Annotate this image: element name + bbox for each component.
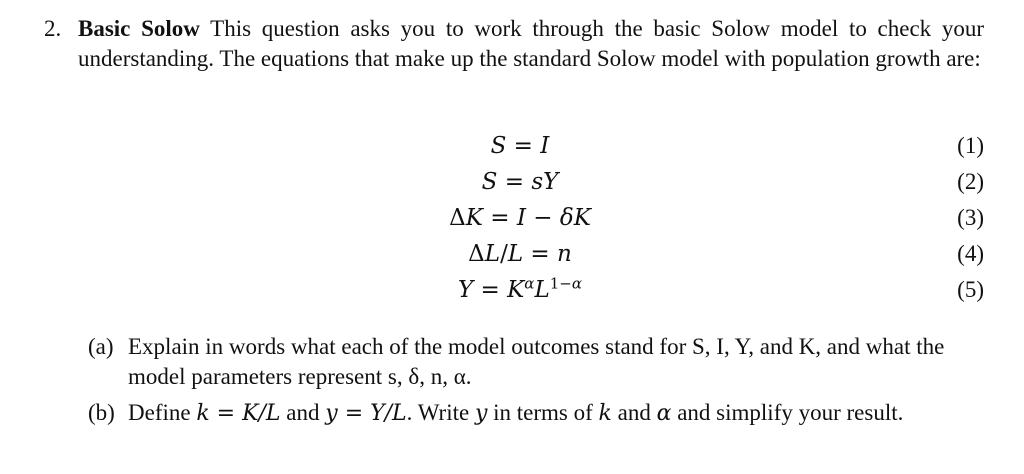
- math-expression: y: [474, 401, 488, 426]
- equation-number: (2): [957, 169, 984, 194]
- equation-formula: $Y = K^\alpha L^{1-\alpha}$: [458, 274, 582, 303]
- question-block: [44, 14, 984, 74]
- equation-number: (3): [957, 205, 984, 230]
- equation-formula: ΔL/L = n: [468, 241, 572, 267]
- equation-formula: ΔK = I − δK: [449, 205, 591, 231]
- sub-question-text: and: [280, 400, 326, 425]
- sub-question-text: . Write: [406, 400, 475, 425]
- math-expression: k = K/L: [196, 401, 281, 426]
- equation-row: [0, 238, 1024, 270]
- sub-question-text: and simplify your result.: [671, 400, 904, 425]
- sub-question-b: [88, 398, 984, 429]
- sub-question-label: (a): [88, 334, 114, 359]
- sub-question-text: and: [611, 400, 657, 425]
- equation-number: (1): [957, 133, 984, 158]
- equation-number: (5): [957, 277, 984, 302]
- sub-question-text: Define: [128, 400, 197, 425]
- question-intro-text: This question asks you to work through the basic Solow model to check your understanding. The equations that make up the standard Solow model with population growth are:: [78, 16, 985, 71]
- equation-row: [0, 166, 1024, 198]
- equation-row: [0, 130, 1024, 162]
- math-expression: α: [656, 401, 672, 426]
- math-expression: k: [598, 401, 612, 426]
- equation-row: [0, 202, 1024, 234]
- question-intro: [78, 14, 984, 74]
- sub-question-text: in terms of: [487, 400, 599, 425]
- sub-question-label: (b): [88, 400, 115, 425]
- equation-formula: S = sY: [481, 169, 559, 195]
- equation-number: (4): [957, 241, 984, 266]
- question-title: Basic Solow: [78, 16, 200, 41]
- equation-formula: S = I: [490, 133, 550, 159]
- equation-row: [0, 274, 1024, 306]
- math-expression: y = Y/L: [325, 401, 407, 426]
- question-number: 2.: [44, 16, 62, 41]
- sub-question-list: [88, 332, 984, 435]
- sub-question-a: [88, 332, 984, 392]
- equation-list: [0, 130, 1024, 310]
- sub-question-text: Explain in words what each of the model outcomes stand for S, I, Y, and K, and what the model parameters represent s, δ, n, α.: [128, 334, 945, 389]
